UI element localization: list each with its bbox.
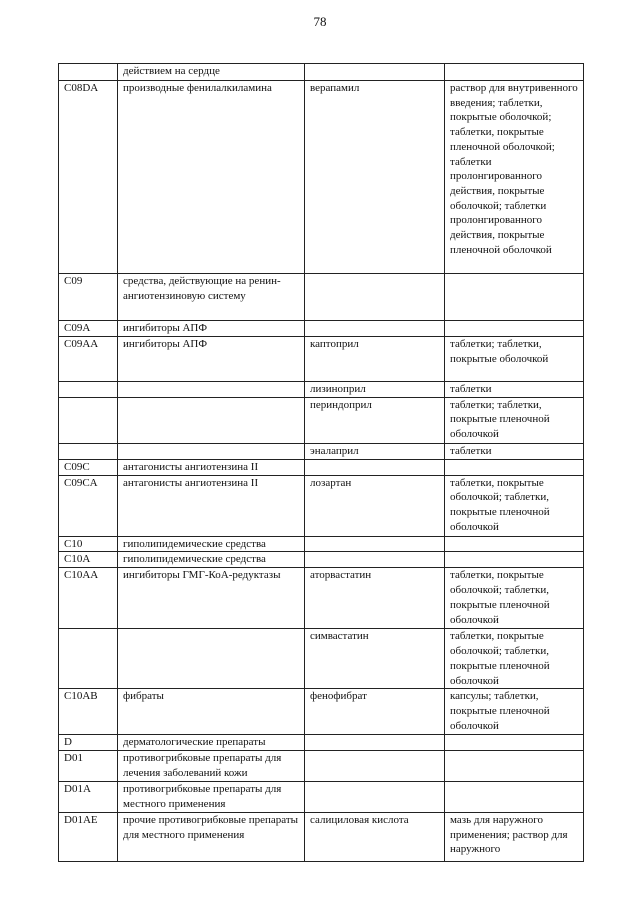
group-name-cell	[118, 382, 305, 398]
table-row	[59, 382, 584, 398]
table-row	[59, 321, 584, 337]
atc-code-cell: C09A	[59, 321, 118, 337]
table-row	[59, 689, 584, 735]
dosage-form-cell: таблетки, покрытые оболочкой; таблетки, покрытые пленочной оболочкой	[445, 629, 584, 689]
atc-code-cell: D01AE	[59, 812, 118, 861]
drug-table	[58, 63, 584, 862]
table-row	[59, 443, 584, 459]
table-row	[59, 475, 584, 536]
drug-name-cell: эналаприл	[305, 443, 445, 459]
group-name-cell: противогрибковые препараты для лечения заболеваний кожи	[118, 750, 305, 781]
group-name-cell: гиполипидемические средства	[118, 552, 305, 568]
atc-code-cell	[59, 397, 118, 443]
drug-name-cell: верапамил	[305, 81, 445, 274]
atc-code-cell: C09AA	[59, 337, 118, 382]
table-row	[59, 337, 584, 382]
table-row	[59, 812, 584, 861]
drug-name-cell	[305, 459, 445, 475]
group-name-cell: действием на сердце	[118, 64, 305, 81]
group-name-cell: гиполипидемические средства	[118, 536, 305, 552]
dosage-form-cell	[445, 64, 584, 81]
dosage-form-cell: таблетки	[445, 443, 584, 459]
group-name-cell: противогрибковые препараты для местного применения	[118, 781, 305, 812]
atc-code-cell: C10AA	[59, 568, 118, 629]
table-row	[59, 552, 584, 568]
table-row	[59, 459, 584, 475]
atc-code-cell: C10	[59, 536, 118, 552]
table-row	[59, 735, 584, 751]
atc-code-cell: C09CA	[59, 475, 118, 536]
drug-name-cell	[305, 552, 445, 568]
atc-code-cell: D01	[59, 750, 118, 781]
group-name-cell: ингибиторы ГМГ-КоА-редуктазы	[118, 568, 305, 629]
atc-code-cell: D	[59, 735, 118, 751]
dosage-form-cell	[445, 459, 584, 475]
atc-code-cell: C08DA	[59, 81, 118, 274]
drug-name-cell: фенофибрат	[305, 689, 445, 735]
dosage-form-cell: раствор для внутривенного введения; таблетки, покрытые оболочкой; таблетки, покрытые пленочной оболочкой; таблетки пролонгированного действия, покрытые оболочкой; таблетки пролонгированного действия, покрытые пленочной оболочкой	[445, 81, 584, 274]
atc-code-cell: C09	[59, 274, 118, 321]
table-row	[59, 629, 584, 689]
atc-code-cell	[59, 629, 118, 689]
drug-name-cell: лозартан	[305, 475, 445, 536]
group-name-cell: антагонисты ангиотензина II	[118, 475, 305, 536]
drug-name-cell	[305, 750, 445, 781]
group-name-cell: прочие противогрибковые препараты для местного применения	[118, 812, 305, 861]
group-name-cell	[118, 397, 305, 443]
drug-name-cell: салициловая кислота	[305, 812, 445, 861]
dosage-form-cell	[445, 536, 584, 552]
group-name-cell: производные фенилалкиламина	[118, 81, 305, 274]
group-name-cell: антагонисты ангиотензина II	[118, 459, 305, 475]
dosage-form-cell	[445, 274, 584, 321]
drug-name-cell: лизиноприл	[305, 382, 445, 398]
dosage-form-cell: таблетки, покрытые оболочкой; таблетки, покрытые пленочной оболочкой	[445, 568, 584, 629]
table-row	[59, 274, 584, 321]
dosage-form-cell	[445, 750, 584, 781]
drug-name-cell	[305, 735, 445, 751]
dosage-form-cell: мазь для наружного применения; раствор для наружного	[445, 812, 584, 861]
dosage-form-cell: таблетки; таблетки, покрытые пленочной оболочкой	[445, 397, 584, 443]
table-row	[59, 81, 584, 274]
atc-code-cell	[59, 443, 118, 459]
table-row	[59, 568, 584, 629]
drug-name-cell	[305, 321, 445, 337]
drug-name-cell	[305, 781, 445, 812]
group-name-cell: ингибиторы АПФ	[118, 337, 305, 382]
drug-name-cell: периндоприл	[305, 397, 445, 443]
group-name-cell: фибраты	[118, 689, 305, 735]
dosage-form-cell	[445, 552, 584, 568]
atc-code-cell: C10AB	[59, 689, 118, 735]
dosage-form-cell	[445, 735, 584, 751]
dosage-form-cell: таблетки; таблетки, покрытые оболочкой	[445, 337, 584, 382]
group-name-cell	[118, 443, 305, 459]
dosage-form-cell: капсулы; таблетки, покрытые пленочной оболочкой	[445, 689, 584, 735]
atc-code-cell: D01A	[59, 781, 118, 812]
group-name-cell: средства, действующие на ренин-ангиотензиновую систему	[118, 274, 305, 321]
atc-code-cell: C10A	[59, 552, 118, 568]
table-row	[59, 64, 584, 81]
atc-code-cell	[59, 382, 118, 398]
table-row	[59, 750, 584, 781]
dosage-form-cell	[445, 321, 584, 337]
dosage-form-cell: таблетки, покрытые оболочкой; таблетки, покрытые пленочной оболочкой	[445, 475, 584, 536]
table-row	[59, 781, 584, 812]
group-name-cell	[118, 629, 305, 689]
table-row	[59, 536, 584, 552]
table-body	[59, 64, 584, 862]
group-name-cell: дерматологические препараты	[118, 735, 305, 751]
drug-name-cell: аторвастатин	[305, 568, 445, 629]
drug-name-cell: каптоприл	[305, 337, 445, 382]
atc-code-cell	[59, 64, 118, 81]
table-row	[59, 397, 584, 443]
drug-name-cell	[305, 274, 445, 321]
dosage-form-cell	[445, 781, 584, 812]
page-number: 78	[313, 14, 327, 29]
group-name-cell: ингибиторы АПФ	[118, 321, 305, 337]
drug-name-cell	[305, 536, 445, 552]
dosage-form-cell: таблетки	[445, 382, 584, 398]
atc-code-cell: C09C	[59, 459, 118, 475]
drug-name-cell: симвастатин	[305, 629, 445, 689]
drug-name-cell	[305, 64, 445, 81]
